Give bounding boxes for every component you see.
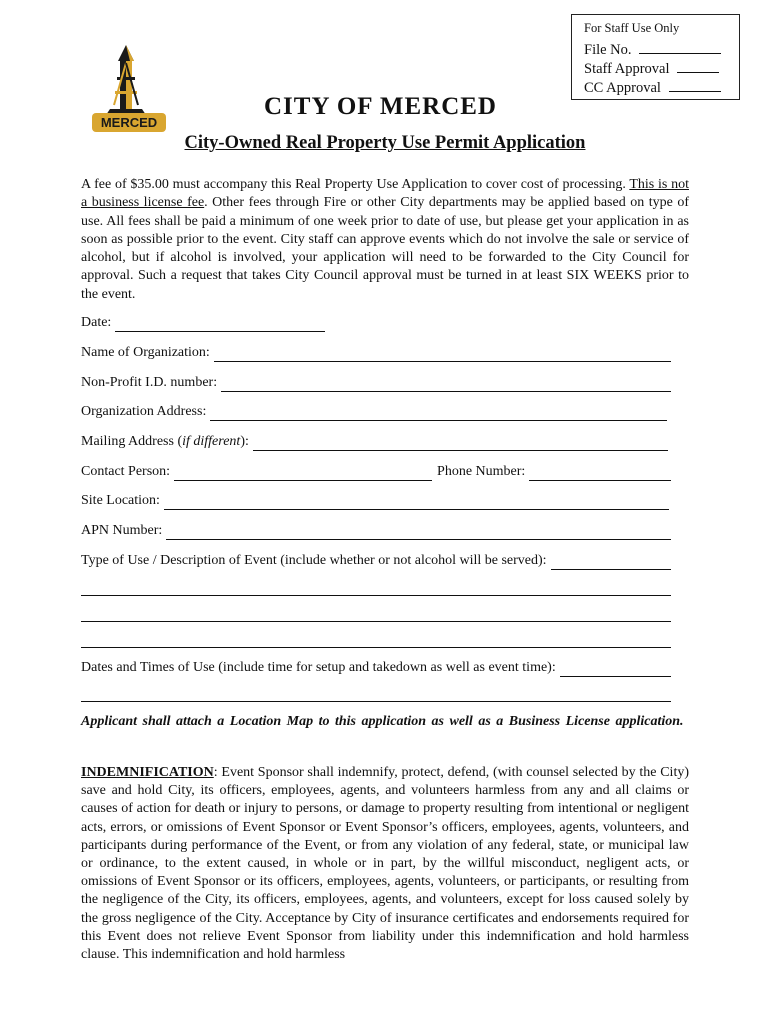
phone-field[interactable] [529, 466, 671, 481]
mailing-address-field[interactable] [253, 436, 668, 451]
file-no-line [584, 41, 739, 60]
intro-fee-text: A fee of $35.00 must accompany this Real Property Use Application to cover cost of processing. [81, 177, 626, 192]
dates-times-row [81, 659, 671, 677]
nonprofit-row [81, 374, 671, 392]
mailing-address-row [81, 433, 668, 451]
staff-approval-blank [677, 60, 719, 73]
staff-box-title: For Staff Use Only [584, 21, 680, 35]
staff-approval-line [584, 60, 739, 79]
site-location-row [81, 492, 669, 510]
cc-approval-line [584, 79, 739, 98]
type-of-use-label: Type of Use / Description of Event (include whether or not alcohol will be served): [81, 553, 547, 568]
file-no-blank [639, 41, 721, 54]
intro-details-text: . Other fees through Fire or other City departments may be applied based on type of use. All fees shall be paid a minimum of one week prior to date of use, but please get your application in as soon as possible prior to the event. City staff can approve events which do not involve the sale or service of alcohol, but if alcohol is involved, your application will need to be forwarded to the City Council for approval. Such a request that takes City Council approval must be turned in at least SIX WEEKS prior to the event. [81, 195, 690, 302]
tower-icon [106, 45, 146, 115]
dates-times-field[interactable] [560, 662, 671, 677]
dates-times-line-2[interactable] [81, 701, 671, 702]
dates-times-label: Dates and Times of Use (include time for setup and takedown as well as event time): [81, 660, 556, 675]
form-title: City-Owned Real Property Use Permit Application [184, 133, 586, 153]
city-of-merced-logo [90, 43, 168, 135]
org-address-label: Organization Address: [81, 404, 207, 419]
mailing-address-suffix: ): [240, 434, 249, 449]
file-no-label: File No. [584, 42, 632, 58]
date-field[interactable] [115, 317, 325, 332]
date-row [81, 314, 671, 332]
type-of-use-field[interactable] [551, 555, 671, 570]
organization-field[interactable] [214, 347, 671, 362]
contact-field[interactable] [174, 466, 432, 481]
mailing-address-italic: if different [182, 434, 241, 449]
cc-approval-blank [669, 79, 721, 92]
organization-row [81, 344, 671, 362]
type-of-use-line-2[interactable] [81, 595, 671, 596]
attachment-note: Applicant shall attach a Location Map to this application as well as a Business License application. [81, 714, 684, 729]
org-address-row [81, 403, 667, 421]
contact-row [81, 463, 671, 481]
city-title: CITY OF MERCED [264, 93, 497, 120]
date-label: Date: [81, 315, 112, 330]
organization-label: Name of Organization: [81, 345, 210, 360]
intro-paragraph [81, 176, 689, 304]
indemnification-text: : Event Sponsor shall indemnify, protect, defend, (with counsel selected by the City) save and hold City, its officers, employees, agents, and volunteers harmless from any and all claims or causes of action for death or injury to persons, or damage to property resulting from intentional or negligent acts, errors, or omissions of Event Sponsor or Event Sponsor’s officers, employees, agents, volunteers, and participants during performance of the Event, or from any violation of any federal, state, or municipal law or ordinance, to the extent caused, in whole or in part, by the willful misconduct, negligent acts, or omissions of Event Sponsor or its officers, employees, agents, volunteers, or participants, or resulting from the negligence of the City, its officers, employees, agents, and volunteers, except for loss caused solely by the gross negligence of the City. Acceptance by City of insurance certificates and endorsements required for this Event does not relieve Event Sponsor from liability under this indemnification and hold harmless clause. This indemnification and hold harmless [81, 765, 689, 963]
apn-row [81, 522, 671, 540]
mailing-address-label [81, 433, 249, 451]
contact-label: Contact Person: [81, 464, 171, 479]
type-of-use-row [81, 552, 671, 570]
intro-license-note: This is not a business license fee [81, 177, 689, 211]
indemnification-heading: INDEMNIFICATION [81, 765, 214, 780]
cc-approval-label: CC Approval [584, 80, 661, 96]
site-location-field[interactable] [164, 495, 669, 510]
logo-text: MERCED [100, 115, 158, 130]
org-address-field[interactable] [210, 406, 667, 421]
nonprofit-field[interactable] [221, 377, 671, 392]
staff-approval-label: Staff Approval [584, 61, 670, 77]
nonprofit-label: Non-Profit I.D. number: [81, 375, 218, 390]
staff-use-box [571, 14, 740, 100]
apn-label: APN Number: [81, 523, 163, 538]
type-of-use-line-4[interactable] [81, 647, 671, 648]
apn-field[interactable] [166, 525, 671, 540]
indemnification-paragraph [81, 764, 689, 964]
type-of-use-line-3[interactable] [81, 621, 671, 622]
phone-label: Phone Number: [437, 464, 526, 479]
mailing-address-prefix: Mailing Address ( [81, 434, 183, 449]
site-location-label: Site Location: [81, 493, 160, 508]
